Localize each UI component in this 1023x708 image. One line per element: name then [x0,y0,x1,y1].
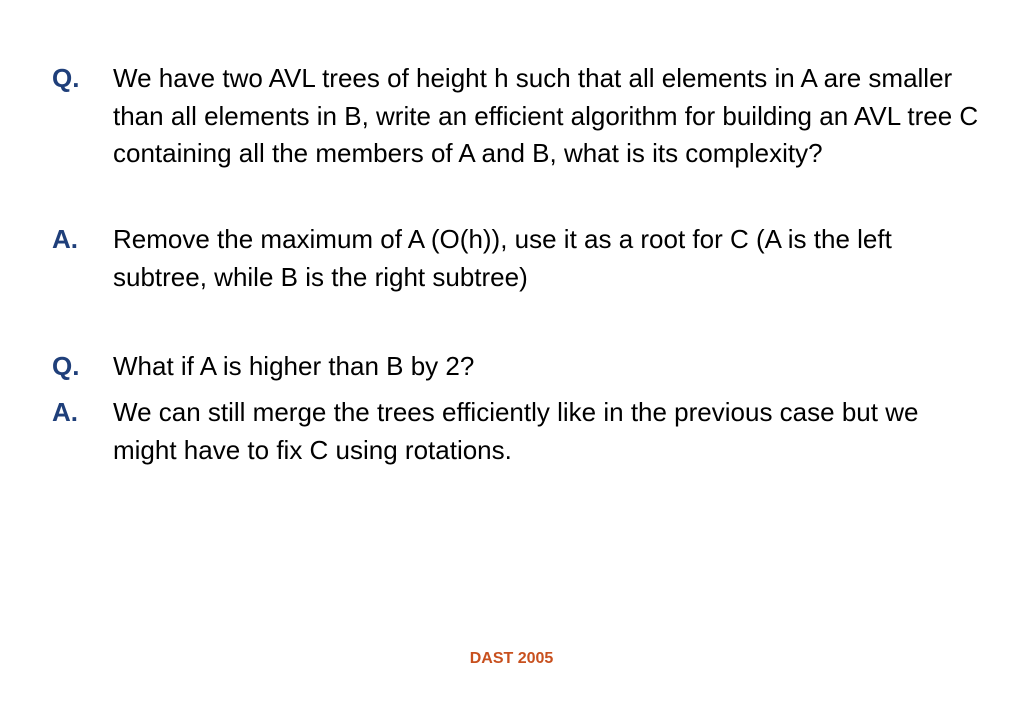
question-label: Q. [52,351,80,381]
question-label: Q. [52,63,80,93]
question-text: What if A is higher than B by 2? [113,351,475,381]
answer-text: We can still merge the trees efficiently like in the previous case but we might have to fix C using rotations. [113,397,919,465]
answer-1 [52,221,982,296]
answer-label: A. [52,224,78,254]
answer-text: Remove the maximum of A (O(h)), use it as a root for C (A is the left subtree, while B is the right subtree) [113,224,892,292]
footer-text: DAST 2005 [469,650,554,667]
question-text: We have two AVL trees of height h such that all elements in A are smaller than all elements in B, write an efficient algorithm for building an AVL tree C containing all the members of A and B, what is its complexity? [113,63,979,168]
question-1 [52,60,982,173]
question-2 [52,348,982,386]
answer-2 [52,394,982,469]
answer-label: A. [52,397,78,427]
